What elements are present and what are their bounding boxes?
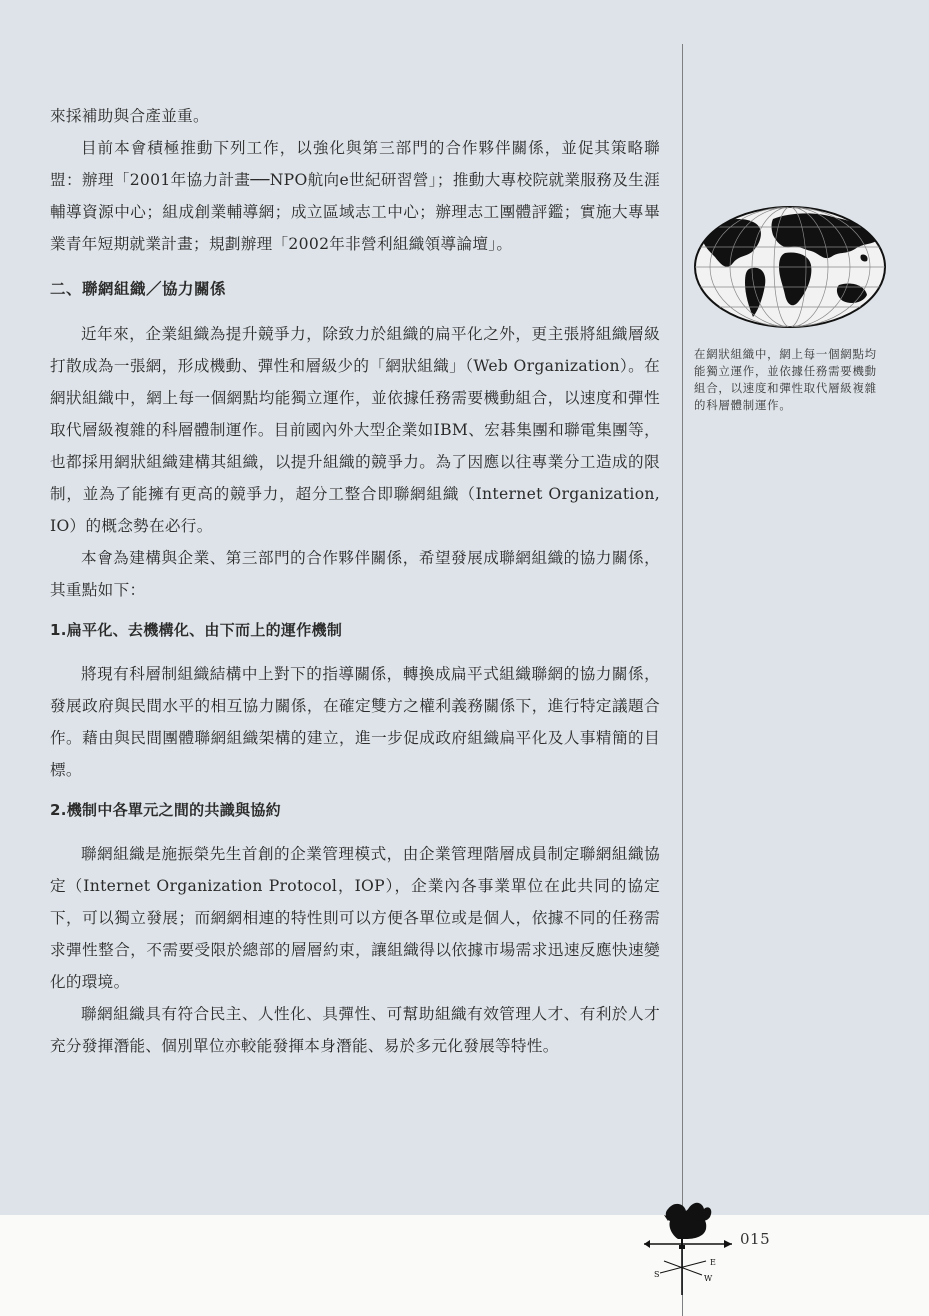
footer-strip	[0, 1215, 929, 1316]
column-divider	[682, 44, 683, 1316]
vane-letter-e: E	[710, 1258, 716, 1267]
paragraph-iop: 聯網組織是施振榮先生首創的企業管理模式，由企業管理階層成員制定聯網組織協定（Internet Organization Protocol，IOP），企業內各事業單位在此共同的協定下，可以獨立發展；而網網相連的特性則可以方便各單位或是個人，依據不同的任務需求彈性整合，不需要受限於總部的層層約束，讓組織得以依據市場需求迅速反應快速變化的環境。	[50, 845, 660, 991]
section-heading-network-organization: 二、聯網組織／協力關係	[50, 280, 227, 298]
paragraph-web-organization: 近年來，企業組織為提升競爭力，除致力於組織的扁平化之外，更主張將組織層級打散成為一張網，形成機動、彈性和層級少的「網狀組織」（Web Organization）。在網狀組織中，網上每一個網點均能獨立運作，並依據任務需要機動組合，以速度和彈性取代層級複雜的科層體制運作。目前國內外大型企業如IBM、宏碁集團和聯電集團等，也都採用網狀組織建構其組織，以提升組織的競爭力。為了因應以往專業分工造成的限制，並為了能擁有更高的競爭力，超分工整合即聯網組織（Internet Organization, IO）的概念勢在必行。	[50, 325, 660, 535]
vane-letter-s: S	[654, 1270, 660, 1279]
subheading-flat-mechanism: 1.扁平化、去機構化、由下而上的運作機制	[50, 621, 343, 639]
paragraph-continuation: 來採補助與合產並重。	[50, 107, 209, 125]
paragraph-current-work: 目前本會積極推動下列工作，以強化與第三部門的合作夥伴關係，並促其策略聯盟：辦理「2001年協力計畫──NPO航向e世紀研習營」；推動大專校院就業服務及生涯輔導資源中心；組成創業輔導網；成立區域志工中心；辦理志工團體評鑑；實施大專畢業青年短期就業計畫；規劃辦理「2002年非營利組織領導論壇」。	[50, 139, 660, 253]
weather-vane-rooster-icon	[630, 1195, 750, 1295]
sidebar-note: 在網狀組織中，網上每一個網點均能獨立運作，並依據任務需要機動組合，以速度和彈性取代層級複雜的科層體制運作。	[694, 347, 877, 412]
world-globe-icon	[693, 205, 888, 330]
paragraph-flat-mechanism: 將現有科層制組織結構中上對下的指導關係，轉換成扁平式組織聯網的協力關係，發展政府與民間水平的相互協力關係，在確定雙方之權利義務關係下，進行特定議題合作。藉由與民間團體聯網組織架構的建立，進一步促成政府組織扁平化及人事精簡的目標。	[50, 665, 660, 779]
paragraph-partnership: 本會為建構與企業、第三部門的合作夥伴關係，希望發展成聯網組織的協力關係，其重點如下：	[50, 549, 660, 599]
vane-letter-w: W	[704, 1274, 713, 1283]
paragraph-characteristics: 聯網組織具有符合民主、人性化、具彈性、可幫助組織有效管理人才、有利於人才充分發揮潛能、個別單位亦較能發揮本身潛能、易於多元化發展等特性。	[50, 1005, 660, 1055]
page-number: 015	[740, 1230, 771, 1248]
main-text-column	[50, 100, 660, 1062]
subheading-consensus-protocol: 2.機制中各單元之間的共識與協約	[50, 801, 281, 819]
